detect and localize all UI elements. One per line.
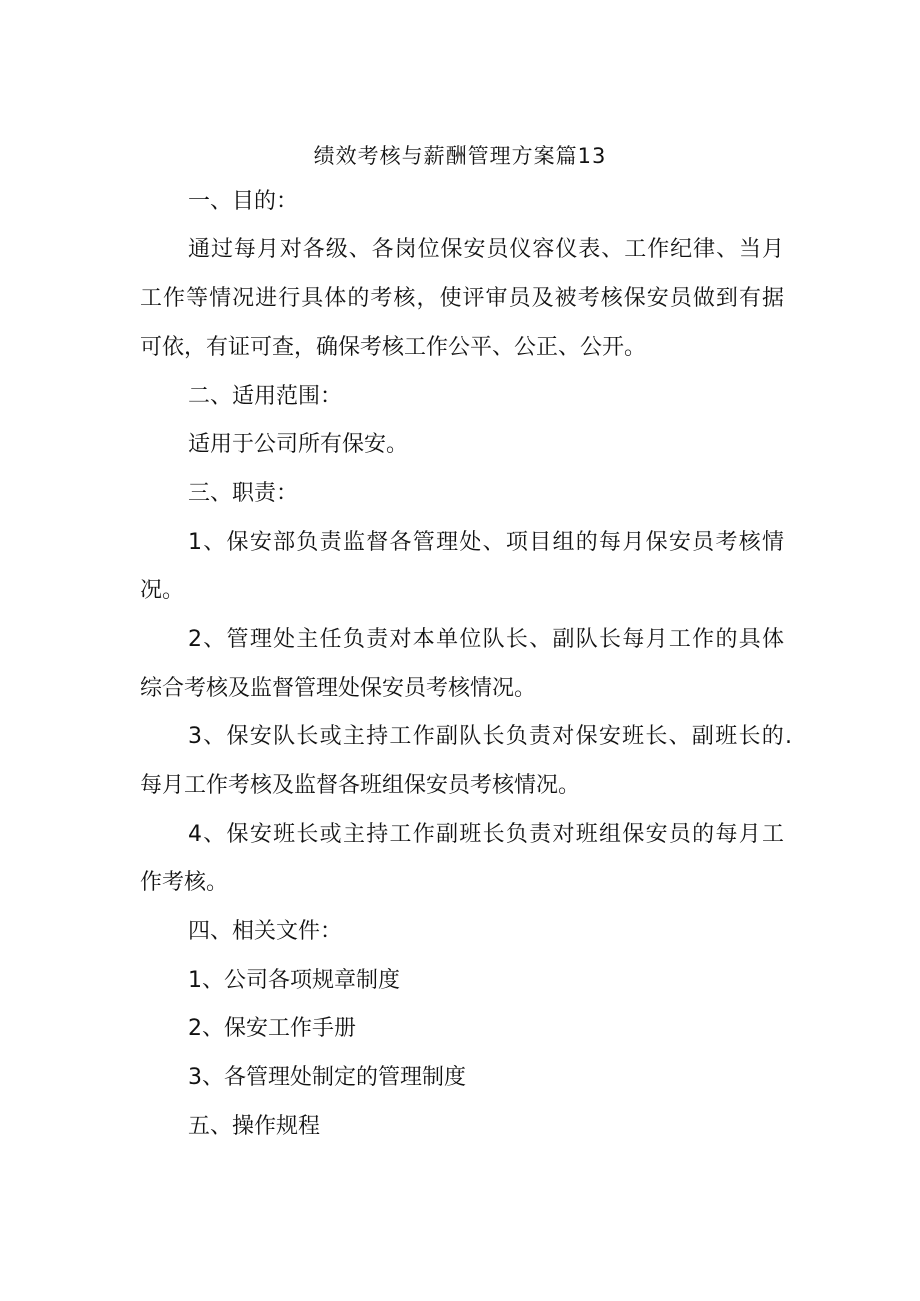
list-item-line: 况。 (140, 578, 185, 603)
section-heading-duties: 三、职责： (188, 481, 299, 506)
list-item-line: 综合考核及监督管理处保安员考核情况。 (140, 676, 537, 701)
list-item-line: 1、公司各项规章制度 (188, 968, 400, 993)
list-item-line: 1、保安部负责监督各管理处、项目组的每月保安员考核情 (188, 530, 784, 555)
list-item-line: 3、各管理处制定的管理制度 (188, 1065, 466, 1090)
section-heading-purpose: 一、目的： (188, 189, 299, 214)
paragraph-line: 工作等情况进行具体的考核，使评审员及被考核保安员做到有据 (140, 286, 784, 311)
paragraph-line: 适用于公司所有保安。 (188, 432, 409, 457)
list-item-line: 每月工作考核及监督各班组保安员考核情况。 (140, 773, 581, 798)
document-title: 绩效考核与薪酬管理方案篇13 (313, 144, 607, 168)
list-item-line: 2、管理处主任负责对本单位队长、副队长每月工作的具体 (188, 627, 784, 652)
list-item-line: 3、保安队长或主持工作副队长负责对保安班长、副班长的. (188, 724, 792, 749)
list-item-line: 作考核。 (140, 870, 229, 895)
section-heading-procedure: 五、操作规程 (188, 1114, 321, 1139)
section-heading-scope: 二、适用范围： (188, 384, 343, 409)
list-item-line: 2、保安工作手册 (188, 1016, 356, 1041)
paragraph-line: 可依，有证可查，确保考核工作公平、公正、公开。 (140, 335, 647, 360)
paragraph-line: 通过每月对各级、各岗位保安员仪容仪表、工作纪律、当月 (188, 237, 784, 262)
section-heading-related-docs: 四、相关文件： (188, 919, 343, 944)
list-item-line: 4、保安班长或主持工作副班长负责对班组保安员的每月工 (188, 822, 784, 847)
